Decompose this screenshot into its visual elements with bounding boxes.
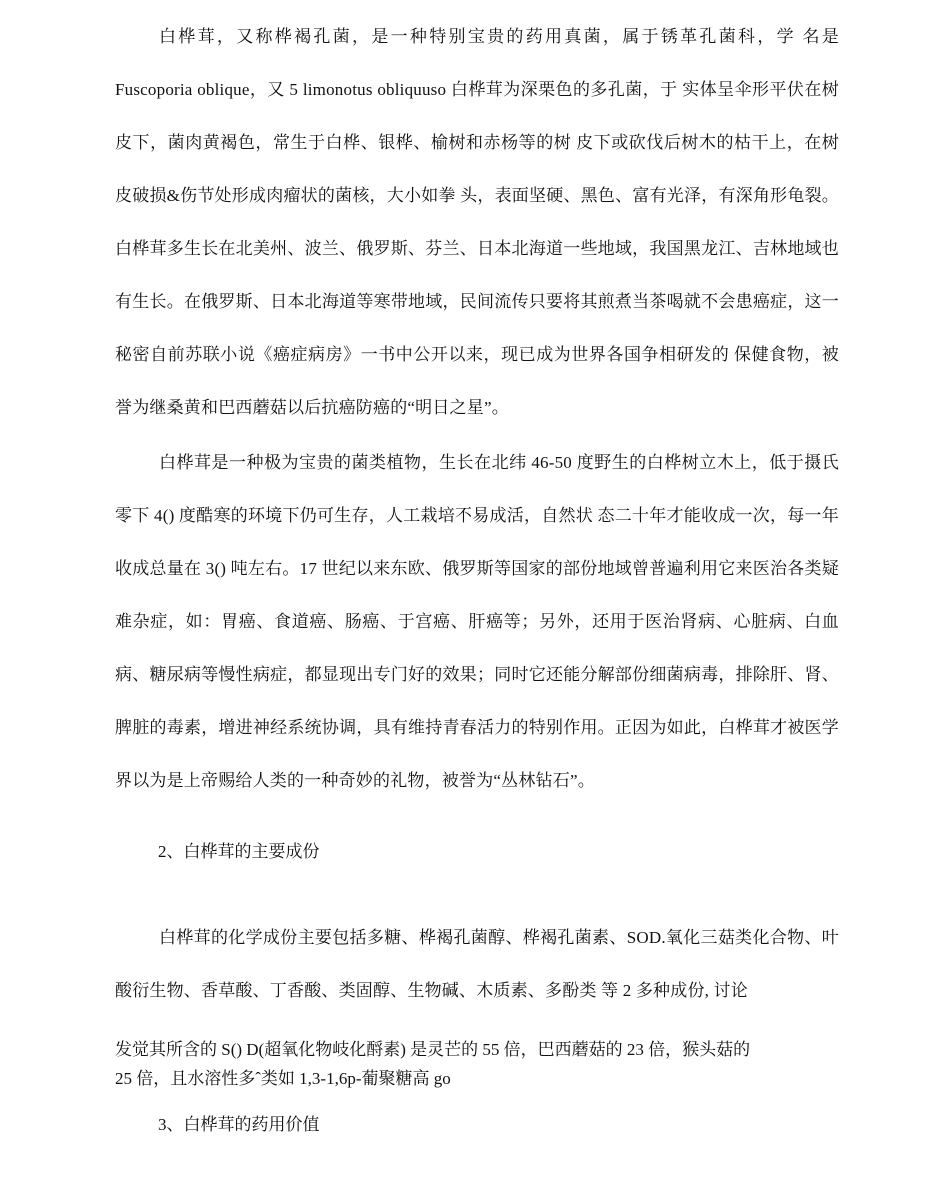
body-paragraph: 白桦茸是一种极为宝贵的菌类植物，生长在北纬 46-50 度野生的白桦树立木上，低于摄氏零下 4() 度酷寒的环境下仍可生存，人工栽培不易成活，自然状 态二十年才能收成一次，每一年收成总量在 3() 吨左右。17 世纪以来东欧、俄罗斯等国家的部份地域曾普遍利用它来医治各类疑难杂症，如：胃癌、食道癌、肠癌、于宫癌、肝癌等；另外，还用于医治肾病、心脏病、白血病、糖尿病等慢性病症，都显现出专门好的效果；同时它还能分解部份细菌病毒，排除肝、肾、脾脏的毒素，增进神经系统协调，具有维持青春活力的特别作用。正因为如此，白桦茸才被医学界以为是上帝赐给人类的一种奇妙的礼物，被誉为“丛林钻石”。 <box>115 453 839 790</box>
body-text-line: 发觉其所含的 S() D(超氧化物岐化酹素) 是灵芒的 55 倍，巴西蘑菇的 23 倍，猴头菇的 <box>115 1040 751 1059</box>
section-heading: 3、白桦茸的药用价值 <box>158 1115 320 1134</box>
body-paragraph: 白桦茸的化学成份主要包括多糖、桦褐孔菌醇、桦褐孔菌素、SOD.氧化三菇类化合物、叶酸衍生物、香草酸、丁香酸、类固醇、生物碱、木质素、多酚类 等 2 多种成份, 讨论 <box>115 928 839 1000</box>
section-heading: 2、白桦茸的主要成份 <box>158 842 320 861</box>
body-text-line: 25 倍，且水溶性多ˆ类如 1,3-1,6p-葡聚糖高 go <box>115 1069 451 1088</box>
body-paragraph: 白桦茸，又称桦褐孔菌，是一种特别宝贵的药用真菌，属于锈革孔菌科，学 名是Fuscoporia oblique，又 5 limonotus obliquuso 白桦茸为深栗色的多孔菌，于 实体呈伞形平伏在树皮下，菌肉黄褐色，常生于白桦、银桦、榆树和赤杨等的树 皮下或砍伐后树木的枯干上，在树皮破损&伤节处形成肉瘤状的菌核，大小如拳 头，表面坚硬、黑色、富有光泽，有深角形龟裂。白桦茸多生长在北美州、波兰、俄罗斯、芬兰、日本北海道一些地域，我国黑龙江、吉林地域也有生长。在俄罗斯、日本北海道等寒带地域，民间流传只要将其煎煮当茶喝就不会患癌症，这一秘密自前苏联小说《癌症病房》一书中公开以来，现已成为世界各国争相研发的 保健食物，被誉为继桑黄和巴西蘑菇以后抗癌防癌的“明日之星”。 <box>115 27 839 417</box>
